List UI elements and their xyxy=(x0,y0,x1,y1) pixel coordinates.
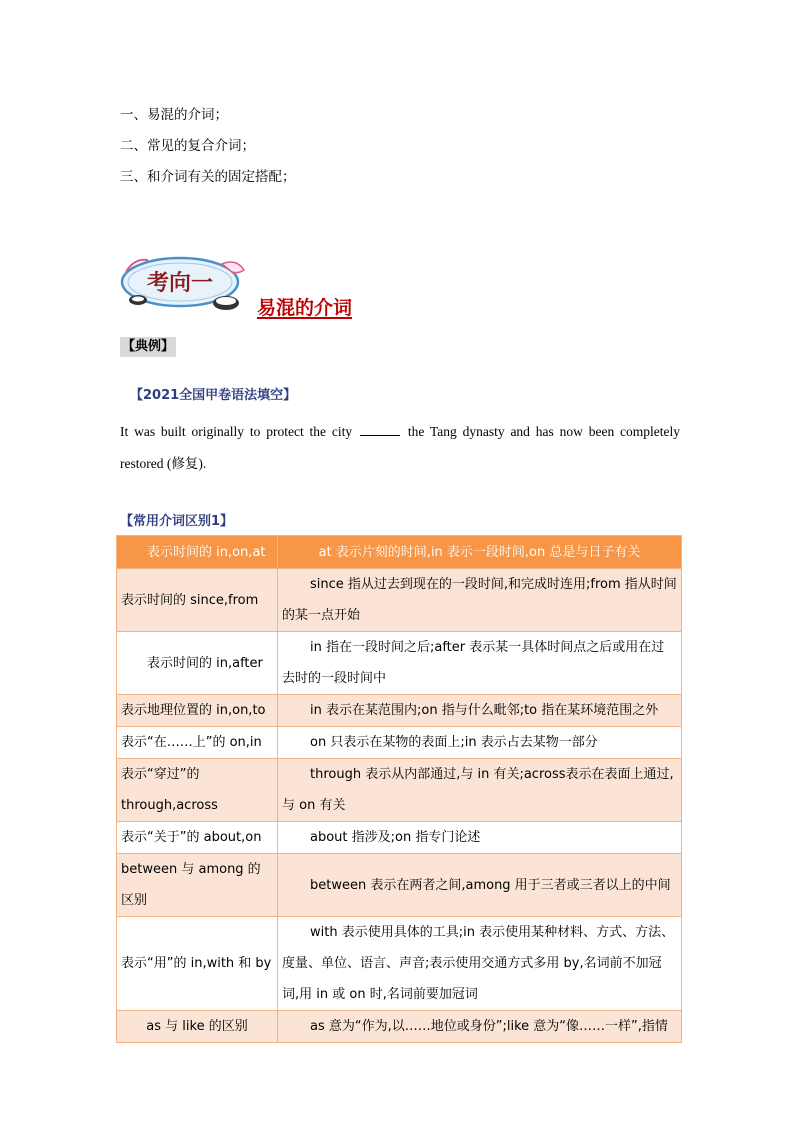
table-cell-term: 表示时间的 in,on,at xyxy=(117,536,278,569)
outline-item-2: 二、常见的复合介词； xyxy=(120,138,255,154)
table-cell-desc: through 表示从内部通过,与 in 有关;across表示在表面上通过,与 on 有关 xyxy=(278,759,682,822)
outline-item-3: 三、和介词有关的固定搭配； xyxy=(120,169,296,185)
table-cell-desc: at 表示片刻的时间,in 表示一段时间,on 总是与日子有关 xyxy=(278,536,682,569)
table-row xyxy=(117,759,682,822)
table-cell-desc: since 指从过去到现在的一段时间,和完成时连用;from 指从时间的某一点开始 xyxy=(278,569,682,632)
table-cell-term: 表示“用”的 in,with 和 by xyxy=(117,917,278,1011)
table-cell-desc-text: as 意为“作为,以……地位或身份”;like 意为“像……一样”,指情 xyxy=(310,1019,668,1034)
table-title: 【常用介词区别1】 xyxy=(120,514,234,529)
table-cell-term: 表示“穿过”的 through,across xyxy=(117,759,278,822)
outline-list xyxy=(120,100,296,193)
section-badge-icon xyxy=(118,250,258,320)
question-part-1: It was built originally to protect the city xyxy=(120,424,353,439)
table-cell-desc: with 表示使用具体的工具;in 表示使用某种材料、方式、方法、度量、单位、语言、声音;表示使用交通方式多用 by,名词前不加冠词,用 in 或 on 时,名词前要加冠词 xyxy=(278,917,682,1011)
table-row xyxy=(117,917,682,1011)
table-cell-desc: on 只表示在某物的表面上;in 表示占去某物一部分 xyxy=(278,727,682,759)
table-cell-term: 表示时间的 since,from xyxy=(117,569,278,632)
table-cell-desc xyxy=(278,1011,682,1043)
table-cell-term: as 与 like 的区别 xyxy=(117,1011,278,1043)
outline-item-1: 一、易混的介词； xyxy=(120,107,228,123)
table-cell-term: between 与 among 的区别 xyxy=(117,854,278,917)
preposition-table xyxy=(116,535,682,1043)
table-cell-desc: between 表示在两者之间,among 用于三者或三者以上的中间 xyxy=(278,854,682,917)
table-cell-term: 表示地理位置的 in,on,to xyxy=(117,695,278,727)
example-tag: 【典例】 xyxy=(120,337,176,357)
table-row xyxy=(117,569,682,632)
answer-blank[interactable] xyxy=(360,423,400,436)
question-text xyxy=(120,416,680,480)
table-cell-desc: in 表示在某范围内;on 指与什么毗邻;to 指在某环境范围之外 xyxy=(278,695,682,727)
example-source: 【2021全国甲卷语法填空】 xyxy=(130,388,297,403)
table-row xyxy=(117,727,682,759)
table-row xyxy=(117,632,682,695)
table-row xyxy=(117,822,682,854)
table-header-row xyxy=(117,536,682,569)
table-cell-term: 表示时间的 in,after xyxy=(117,632,278,695)
table-cell-term: 表示“关于”的 about,on xyxy=(117,822,278,854)
badge-text: 考向一 xyxy=(146,270,214,296)
table-cell-desc: in 指在一段时间之后;after 表示某一具体时间点之后或用在过去时的一段时间中 xyxy=(278,632,682,695)
question-part-2: the Tang dynasty and has now been completely restored (修复). xyxy=(120,424,681,471)
table-cell-term: 表示“在……上”的 on,in xyxy=(117,727,278,759)
table-row xyxy=(117,854,682,917)
section-title: 易混的介词 xyxy=(257,297,353,319)
table-cell-desc: about 指涉及;on 指专门论述 xyxy=(278,822,682,854)
table-row xyxy=(117,1011,682,1043)
table-row xyxy=(117,695,682,727)
